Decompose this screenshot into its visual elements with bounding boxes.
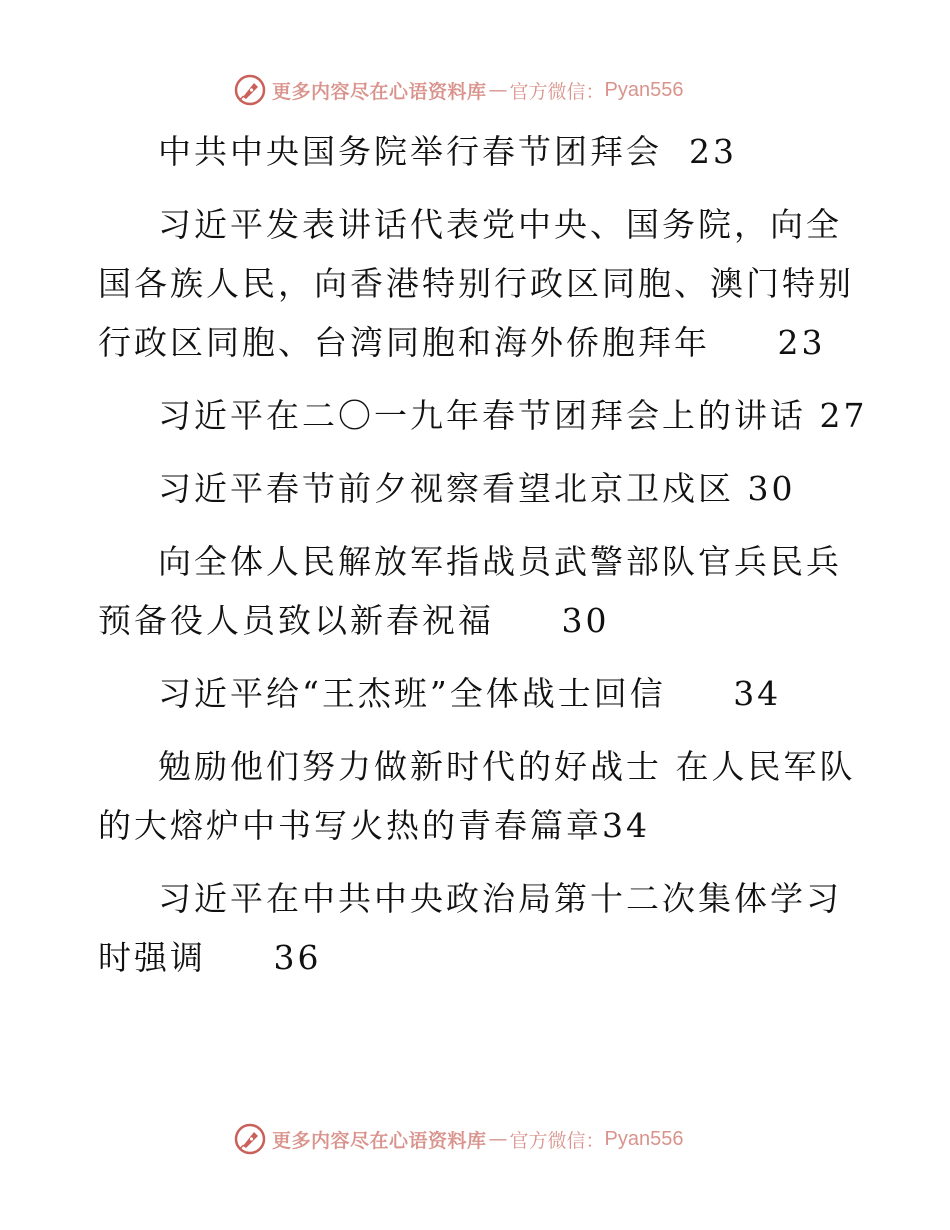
header-banner xyxy=(234,73,684,107)
banner-wechat-id: Pyan556 xyxy=(604,78,684,101)
banner-text: 更多内容尽在心语资料库 xyxy=(272,80,487,103)
toc-entry: 习近平春节前夕视察看望北京卫戍区 30 xyxy=(158,469,796,508)
banner-wechat-id: Pyan556 xyxy=(604,1127,684,1150)
banner-separator: — xyxy=(488,1128,508,1150)
toc-entry: 向全体人民解放军指战员武警部队官兵民兵预备役人员致以新春祝福 30 xyxy=(98,542,842,640)
toc-entry: 勉励他们努力做新时代的好战士 在人民军队的大熔炉中书写火热的青春篇章34 xyxy=(98,747,856,845)
pen-nib-icon xyxy=(234,1123,266,1155)
toc-entry: 中共中央国务院举行春节团拜会 23 xyxy=(158,132,737,171)
toc-entry: 习近平给“王杰班”全体战士回信 34 xyxy=(158,674,782,713)
table-of-contents xyxy=(98,122,868,1001)
pen-nib-icon xyxy=(234,74,266,106)
toc-entry: 习近平发表讲话代表党中央、国务院，向全国各族人民，向香港特别行政区同胞、澳门特别行政区同胞、台湾同胞和海外侨胞拜年 23 xyxy=(98,205,854,362)
toc-entry: 习近平在中共中央政治局第十二次集体学习时强调 36 xyxy=(98,879,842,977)
banner-wechat-label: 官方微信： xyxy=(509,1129,605,1152)
footer-banner xyxy=(234,1122,684,1156)
banner-text: 更多内容尽在心语资料库 xyxy=(272,1129,487,1152)
banner-wechat-label: 官方微信： xyxy=(509,80,605,103)
toc-entry: 习近平在二〇一九年春节团拜会上的讲话 27 xyxy=(158,396,868,435)
banner-separator: — xyxy=(488,79,508,101)
